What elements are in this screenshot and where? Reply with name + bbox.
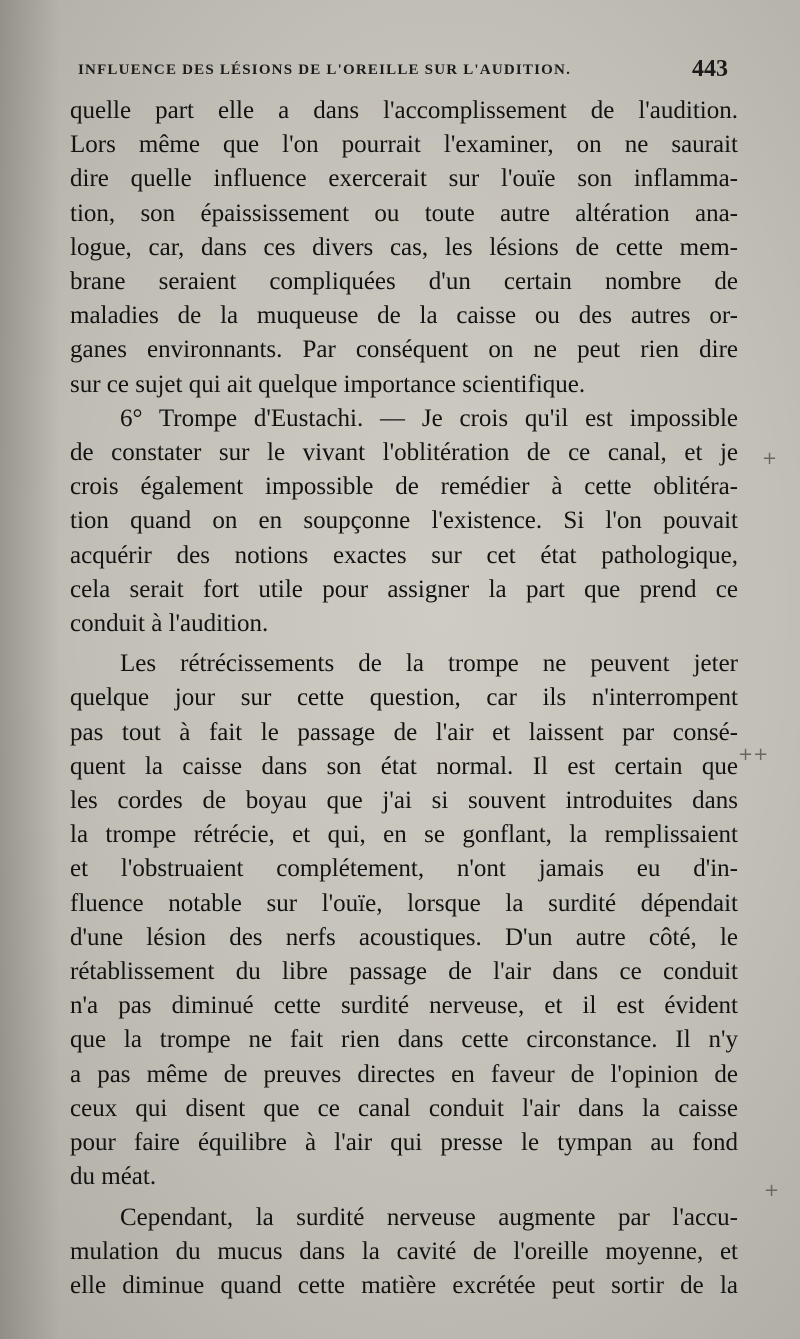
margin-annotation: +: [762, 448, 778, 469]
text-line: d'une lésion des nerfs acoustiques. D'un autre côté, le: [70, 923, 738, 951]
text-line: crois également impossible de remédier à cette oblitéra-: [70, 473, 738, 501]
text-line: n'a pas diminué cette surdité nerveuse, et il est évident: [70, 992, 738, 1020]
text-line: que la trompe ne fait rien dans cette circonstance. Il n'y: [70, 1026, 738, 1054]
text-line: cela serait fort utile pour assigner la part que prend ce: [70, 575, 738, 603]
text-line: de constater sur le vivant l'oblitération de ce canal, et je: [70, 439, 738, 467]
text-line: quelle part elle a dans l'accomplissement de l'audition.: [70, 97, 738, 124]
text-line: Cependant, la surdité nerveuse augmente par l'accu-: [120, 1203, 738, 1231]
text-line: sur ce sujet qui ait quelque importance scientifique.: [70, 370, 586, 398]
text-line: la trompe rétrécie, et qui, en se gonflant, la remplissaient: [70, 821, 738, 849]
running-header: [78, 58, 728, 86]
text-line: fluence notable sur l'ouïe, lorsque la surdité dépendait: [70, 889, 738, 917]
text-line: pour faire équilibre à l'air qui presse le tympan au fond: [70, 1129, 738, 1157]
text-line: dire quelle influence exercerait sur l'ouïe son inflamma-: [70, 165, 738, 193]
margin-annotation: +: [764, 1180, 780, 1201]
text-line: ceux qui disent que ce canal conduit l'air dans la caisse: [70, 1094, 738, 1122]
text-line: ganes environnants. Par conséquent on ne peut rien dire: [70, 336, 738, 364]
text-line: a pas même de preuves directes en faveur de l'opinion de: [70, 1060, 738, 1088]
text-line: maladies de la muqueuse de la caisse ou des autres or-: [70, 302, 738, 330]
text-line: tion, son épaississement ou toute autre altération ana-: [70, 199, 738, 227]
text-line: 6° Trompe d'Eustachi. — Je crois qu'il est impossible: [120, 404, 738, 432]
text-line: mulation du mucus dans la cavité de l'oreille moyenne, et: [70, 1237, 738, 1265]
margin-annotation: ++: [738, 744, 769, 765]
text-line: les cordes de boyau que j'ai si souvent introduites dans: [70, 787, 738, 815]
text-line: pas tout à fait le passage de l'air et laissent par consé-: [70, 718, 738, 746]
text-line: elle diminue quand cette matière excrétée peut sortir de la: [70, 1271, 738, 1299]
body-text: [70, 94, 738, 1303]
text-line: conduit à l'audition.: [70, 610, 269, 638]
text-line: rétablissement du libre passage de l'air dans ce conduit: [70, 958, 738, 986]
text-line: Les rétrécissements de la trompe ne peuvent jeter: [120, 650, 738, 678]
text-line: du méat.: [70, 1163, 157, 1191]
text-line: logue, car, dans ces divers cas, les lésions de cette mem-: [70, 233, 738, 261]
running-title: INFLUENCE DES LÉSIONS DE L'OREILLE SUR L'AUDITION.: [78, 62, 572, 78]
text-line: tion quand on en soupçonne l'existence. Si l'on pouvait: [70, 507, 738, 535]
text-line: acquérir des notions exactes sur cet état pathologique,: [70, 541, 738, 569]
text-line: brane seraient compliquées d'un certain nombre de: [70, 268, 738, 296]
text-line: quelque jour sur cette question, car ils n'interrompent: [70, 684, 738, 712]
text-line: quent la caisse dans son état normal. Il est certain que: [70, 752, 738, 780]
page-number: 443: [692, 56, 728, 82]
text-line: et l'obstruaient complétement, n'ont jamais eu d'in-: [70, 855, 738, 883]
text-line: Lors même que l'on pourrait l'examiner, on ne saurait: [70, 131, 738, 159]
